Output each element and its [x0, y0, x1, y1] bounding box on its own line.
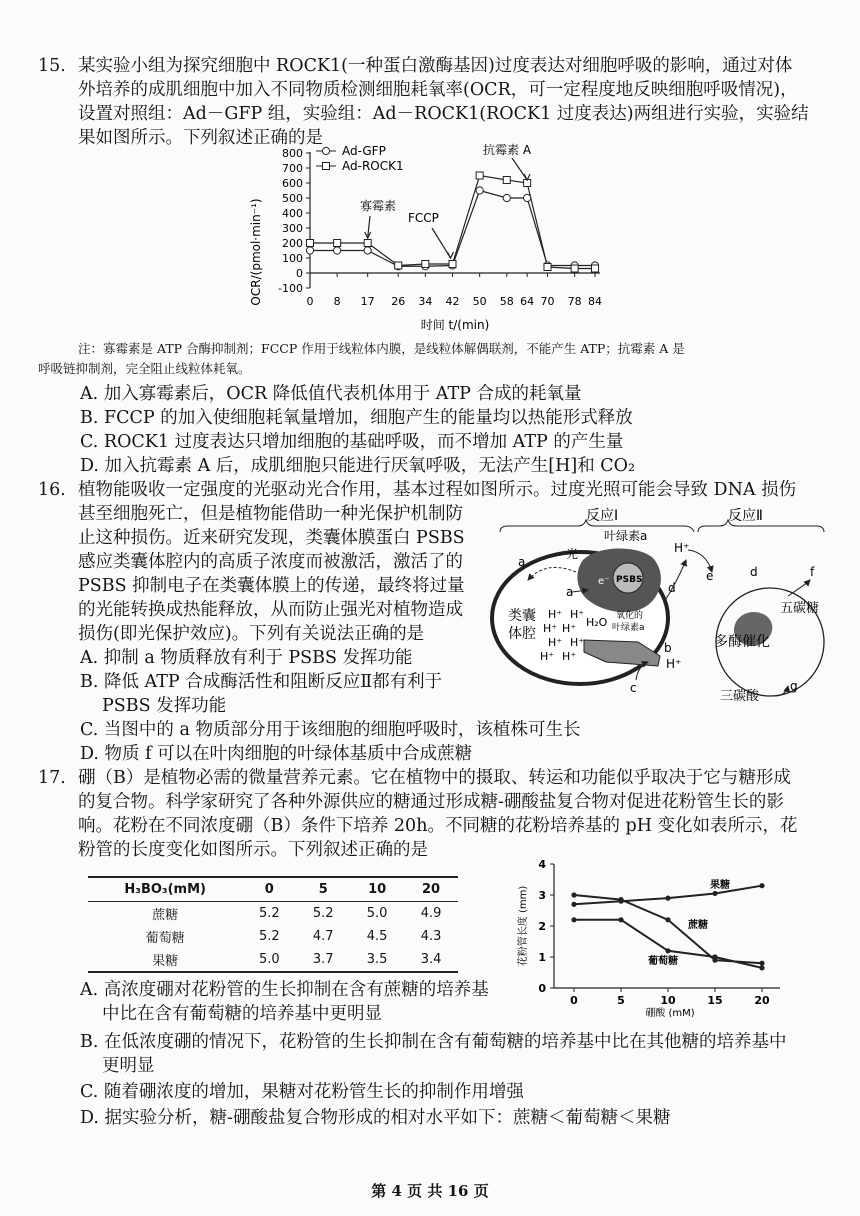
table-cell: 4.5: [366, 929, 388, 944]
y-tick-label: 200: [282, 237, 303, 250]
x-tick-label: 64: [520, 295, 535, 308]
proton-3: H⁺: [543, 622, 558, 635]
y-tick-label: 400: [282, 207, 303, 220]
y-tick-label: 1: [538, 951, 546, 964]
data-point-Ad-ROCK1: [364, 240, 371, 247]
x-tick-label: 26: [391, 295, 406, 308]
q15-option-b: B. FCCP 的加入使细胞耗氧量增加，细胞产生的能量均以热能形式释放: [80, 408, 633, 428]
proton-5: H⁺: [548, 636, 563, 649]
arrow-f: [788, 580, 810, 596]
y-tick-label: -100: [278, 282, 303, 295]
q15-option-a: A. 加入寡霉素后，OCR 降低值代表机体用于 ATP 合成的耗氧量: [80, 384, 582, 404]
x-tick-label: 17: [360, 295, 375, 308]
x-tick-label: 8: [333, 295, 341, 308]
x-tick-label: 15: [707, 994, 723, 1007]
annotation-label: FCCP: [408, 211, 439, 225]
q17-option-b-line-1: B. 在低浓度硼的情况下，花粉管的生长抑制在含有葡萄糖的培养基中比在其他糖的培养基中: [80, 1032, 787, 1052]
y-tick-label: 2: [538, 920, 546, 933]
data-point-Ad-ROCK1: [592, 265, 599, 272]
proton-7: H⁺: [540, 650, 555, 663]
light-label: 光: [566, 547, 579, 561]
data-point-葡萄糖: [665, 948, 670, 953]
label-e: e: [706, 569, 714, 583]
q16-number: 16.: [38, 480, 66, 500]
pollen-y-axis-label: 花粉管长度 (mm): [518, 885, 529, 967]
q16-option-b-line-1: B. 降低 ATP 合成酶活性和阻断反应Ⅱ都有利于: [80, 672, 443, 692]
ocr-y-axis-label: OCR/(pmol·min⁻¹): [249, 198, 263, 306]
data-point-Ad-GFP: [334, 247, 341, 254]
data-point-Ad-ROCK1: [476, 172, 483, 179]
data-point-Ad-ROCK1: [449, 261, 456, 268]
data-point-Ad-GFP: [306, 247, 313, 254]
table-row: [88, 925, 458, 948]
x-tick-label: 42: [445, 295, 460, 308]
q17-stem-line-2: 的复合物。科学家研究了各种外源供应的糖通过形成糖-硼酸盐复合物对促进花粉管生长的影: [78, 792, 784, 812]
table-cell: 5.2: [258, 929, 280, 944]
enzyme-label: 多酶催化: [714, 634, 770, 650]
q16-option-b-line-2: PSBS 发挥功能: [102, 696, 227, 716]
data-point-葡萄糖: [759, 965, 764, 970]
q15-stem-line-3: 设置对照组：Ad－GFP 组，实验组：Ad－ROCK1(ROCK1 过度表达)两组进行实验，实验结: [78, 104, 809, 124]
label-d-left: d: [668, 581, 676, 595]
psbs-label: PSBS: [616, 575, 643, 585]
q15-note-line-1: 注：寡霉素是 ATP 合酶抑制剂；FCCP 作用于线粒体内膜，是线粒体解偶联剂，不能产生 ATP；抗霉素 A 是: [78, 341, 685, 356]
q17-stem-line-1: 硼（B）是植物必需的微量营养元素。它在植物中的摄取、转运和功能似乎取决于它与糖形成: [78, 768, 791, 788]
q16-option-d: D. 物质 f 可以在叶肉细胞的叶绿体基质中合成蔗糖: [80, 744, 473, 764]
x-tick-label: 78: [567, 295, 582, 308]
label-a-mid: a: [566, 585, 574, 599]
data-point-Ad-ROCK1: [307, 240, 314, 247]
q17-option-c: C. 随着硼浓度的增加，果糖对花粉管生长的抑制作用增强: [80, 1082, 524, 1102]
annotation-arrowhead: [448, 252, 454, 258]
q16-stem-line-1: 植物能吸收一定强度的光驱动光合作用，基本过程如图所示。过度光照可能会导致 DNA 损伤: [78, 480, 797, 500]
label-b: b: [664, 641, 672, 655]
q17-number: 17.: [38, 768, 66, 788]
q16-option-a: A. 抑制 a 物质释放有利于 PSBS 发挥功能: [80, 648, 413, 668]
data-point-Ad-ROCK1: [503, 177, 510, 184]
oxidized-chl-label-1: 氧化的: [616, 611, 644, 621]
series-label: 蔗糖: [688, 920, 708, 931]
label-c: c: [630, 681, 637, 695]
q16-option-c: C. 当图中的 a 物质部分用于该细胞的细胞呼吸时，该植株可生长: [80, 720, 581, 740]
three-carbon-label: 三碳酸: [720, 689, 760, 704]
proton-4: H⁺: [562, 622, 577, 635]
y-tick-label: 700: [282, 162, 303, 175]
oxidized-chl-label-2: 叶绿素a: [612, 623, 645, 633]
data-point-果糖: [665, 896, 670, 901]
data-point-果糖: [571, 902, 576, 907]
q15-note-line-2: 呼吸链抑制剂，完全阻止线粒体耗氧。: [38, 361, 251, 376]
y-tick-label: 800: [282, 147, 303, 160]
pollen-tube-line-chart: [510, 856, 800, 1019]
y-tick-label: 4: [538, 858, 546, 871]
series-label: 果糖: [710, 880, 730, 891]
q17-stem-line-4: 粉管的长度变化如图所示。下列叙述正确的是: [78, 840, 428, 860]
q16-stem-line-3: 止这种损伤。近来研究发现，类囊体膜蛋白 PSBS: [78, 528, 465, 548]
q15-stem-line-4: 果如图所示。下列叙述正确的是: [78, 128, 323, 148]
arrow-g: [774, 686, 788, 696]
table-cell: 葡萄糖: [145, 931, 185, 946]
table-header-row: [88, 877, 458, 902]
q16-stem-line-6: 的光能转换成热能释放，从而防止强光对植物造成: [78, 600, 463, 620]
table-header-cell: H₃BO₃(mM): [124, 882, 206, 897]
data-point-蔗糖: [571, 892, 576, 897]
proton-8: H⁺: [562, 650, 577, 663]
y-tick-label: 500: [282, 192, 303, 205]
y-tick-label: 3: [538, 889, 546, 902]
q15-option-c: C. ROCK1 过度表达只增加细胞的基础呼吸，而不增加 ATP 的产生量: [80, 432, 624, 452]
table-cell: 蔗糖: [152, 908, 179, 923]
proton-2: H⁺: [570, 608, 585, 621]
proton-1: H⁺: [548, 608, 563, 621]
data-point-蔗糖: [759, 961, 764, 966]
water-label: H₂O: [586, 616, 608, 629]
x-tick-label: 50: [472, 295, 487, 308]
x-tick-label: 10: [660, 994, 676, 1007]
data-point-Ad-ROCK1: [422, 261, 429, 268]
data-point-Ad-GFP: [476, 187, 483, 194]
ph-table: [88, 876, 458, 973]
q15-option-d: D. 加入抗霉素 A 后，成肌细胞只能进行厌氧呼吸，无法产生[H]和 CO₂: [80, 456, 636, 476]
label-g: g: [790, 679, 798, 693]
y-tick-label: 300: [282, 222, 303, 235]
x-tick-label: 0: [306, 295, 314, 308]
x-tick-label: 84: [588, 295, 602, 308]
proton-6: H⁺: [570, 636, 585, 649]
legend-label: Ad-ROCK1: [342, 159, 404, 173]
x-tick-label: 20: [754, 994, 770, 1007]
data-point-Ad-ROCK1: [395, 262, 402, 269]
data-point-葡萄糖: [712, 954, 717, 959]
chlorophyll-a-label: 叶绿素a: [604, 529, 648, 543]
q15-stem-line-2: 外培养的成肌细胞中加入不同物质检测细胞耗氧率(OCR，可一定程度地反映细胞呼吸情况)，: [78, 80, 798, 100]
label-a-top: a: [518, 555, 526, 569]
y-tick-label: 0: [296, 267, 303, 280]
table-cell: 4.3: [420, 929, 442, 944]
table-cell: 4.9: [420, 906, 442, 921]
table-cell: 3.4: [420, 952, 442, 967]
data-point-果糖: [712, 891, 717, 896]
y-tick-label: 100: [282, 252, 303, 265]
data-point-葡萄糖: [618, 917, 623, 922]
table-header-cell: 10: [368, 882, 387, 897]
q17-option-b-line-2: 更明显: [102, 1056, 155, 1076]
table-cell: 5.2: [312, 906, 334, 921]
electron-label: e⁻: [598, 576, 610, 587]
reaction-1-label: 反应Ⅰ: [586, 508, 619, 524]
x-tick-label: 58: [499, 295, 514, 308]
table-header-cell: 5: [318, 882, 328, 897]
pollen-x-axis-label: 硼酸 (mM): [645, 1008, 695, 1019]
proton-top: H⁺: [674, 541, 690, 555]
table-cell: 3.5: [366, 952, 388, 967]
label-d-right: d: [750, 565, 758, 579]
table-cell: 5.0: [258, 952, 280, 967]
table-cell: 5.2: [258, 906, 280, 921]
data-point-蔗糖: [665, 917, 670, 922]
q15-stem-line-1: 某实验小组为探究细胞中 ROCK1(一种蛋白激酶基因)过度表达对细胞呼吸的影响，通过对体: [78, 56, 793, 76]
y-tick-label: 0: [538, 982, 546, 995]
series-label: 葡萄糖: [648, 956, 678, 967]
reaction-2-label: 反应Ⅱ: [728, 508, 763, 524]
data-point-Ad-ROCK1: [571, 265, 578, 272]
page-footer: 第 4 页 共 16 页: [371, 1182, 489, 1200]
data-point-Ad-ROCK1: [334, 240, 341, 247]
data-point-Ad-GFP: [503, 194, 510, 201]
q17-stem-line-3: 响。花粉在不同浓度硼（B）条件下培养 20h。不同糖的花粉培养基的 pH 变化如表所示，花: [78, 816, 798, 836]
x-tick-label: 0: [570, 994, 578, 1007]
table-header-cell: 0: [264, 882, 274, 897]
data-point-葡萄糖: [571, 917, 576, 922]
table-row: [88, 902, 458, 926]
ocr-line-chart: [240, 140, 620, 340]
legend-marker: [323, 163, 330, 170]
legend-marker: [322, 147, 329, 154]
x-tick-label: 5: [617, 994, 625, 1007]
data-point-Ad-GFP: [524, 194, 531, 201]
table-cell: 5.0: [366, 906, 388, 921]
proton-out: H⁺: [666, 657, 682, 671]
data-point-Ad-ROCK1: [544, 264, 551, 271]
y-tick-label: 600: [282, 177, 303, 190]
annotation-label: 抗霉素 A: [483, 143, 532, 157]
data-point-果糖: [759, 883, 764, 888]
q17-option-a-line-1: A. 高浓度硼对花粉管的生长抑制在含有蔗糖的培养基: [80, 980, 489, 1000]
table-cell: 4.7: [312, 929, 334, 944]
x-tick-label: 34: [418, 295, 433, 308]
series-line-果糖: [574, 886, 762, 905]
five-carbon-label: 五碳糖: [780, 601, 820, 616]
table-cell: 果糖: [152, 954, 179, 969]
q16-stem-line-7: 损伤(即光保护效应)。下列有关说法正确的是: [78, 624, 425, 644]
data-point-蔗糖: [618, 897, 623, 902]
q17-option-d: D. 据实验分析，糖-硼酸盐复合物形成的相对水平如下：蔗糖＜葡萄糖＜果糖: [80, 1108, 671, 1128]
q15-number: 15.: [38, 56, 66, 76]
q17-option-a-line-2: 中比在含有葡萄糖的培养基中更明显: [102, 1004, 382, 1024]
data-point-Ad-GFP: [364, 247, 371, 254]
table-row: [88, 948, 458, 972]
lumen-label-1: 类囊: [508, 608, 536, 624]
q16-stem-line-4: 感应类囊体腔内的高质子浓度而被激活，激活了的: [78, 552, 463, 572]
photosynthesis-diagram: [488, 500, 838, 710]
annotation-label: 寡霉素: [360, 199, 397, 213]
q16-stem-line-2: 甚至细胞死亡，但是植物能借助一种光保护机制防: [78, 504, 463, 524]
x-tick-label: 70: [540, 295, 555, 308]
lumen-label-2: 体腔: [508, 626, 536, 642]
label-f: f: [810, 565, 815, 579]
ocr-x-axis-label: 时间 t/(min): [420, 318, 490, 332]
table-cell: 3.7: [312, 952, 334, 967]
table-header-cell: 20: [421, 882, 441, 897]
legend-label: Ad-GFP: [342, 144, 386, 158]
q16-stem-line-5: PSBS 抑制电子在类囊体膜上的传递，最终将过量: [78, 576, 465, 596]
